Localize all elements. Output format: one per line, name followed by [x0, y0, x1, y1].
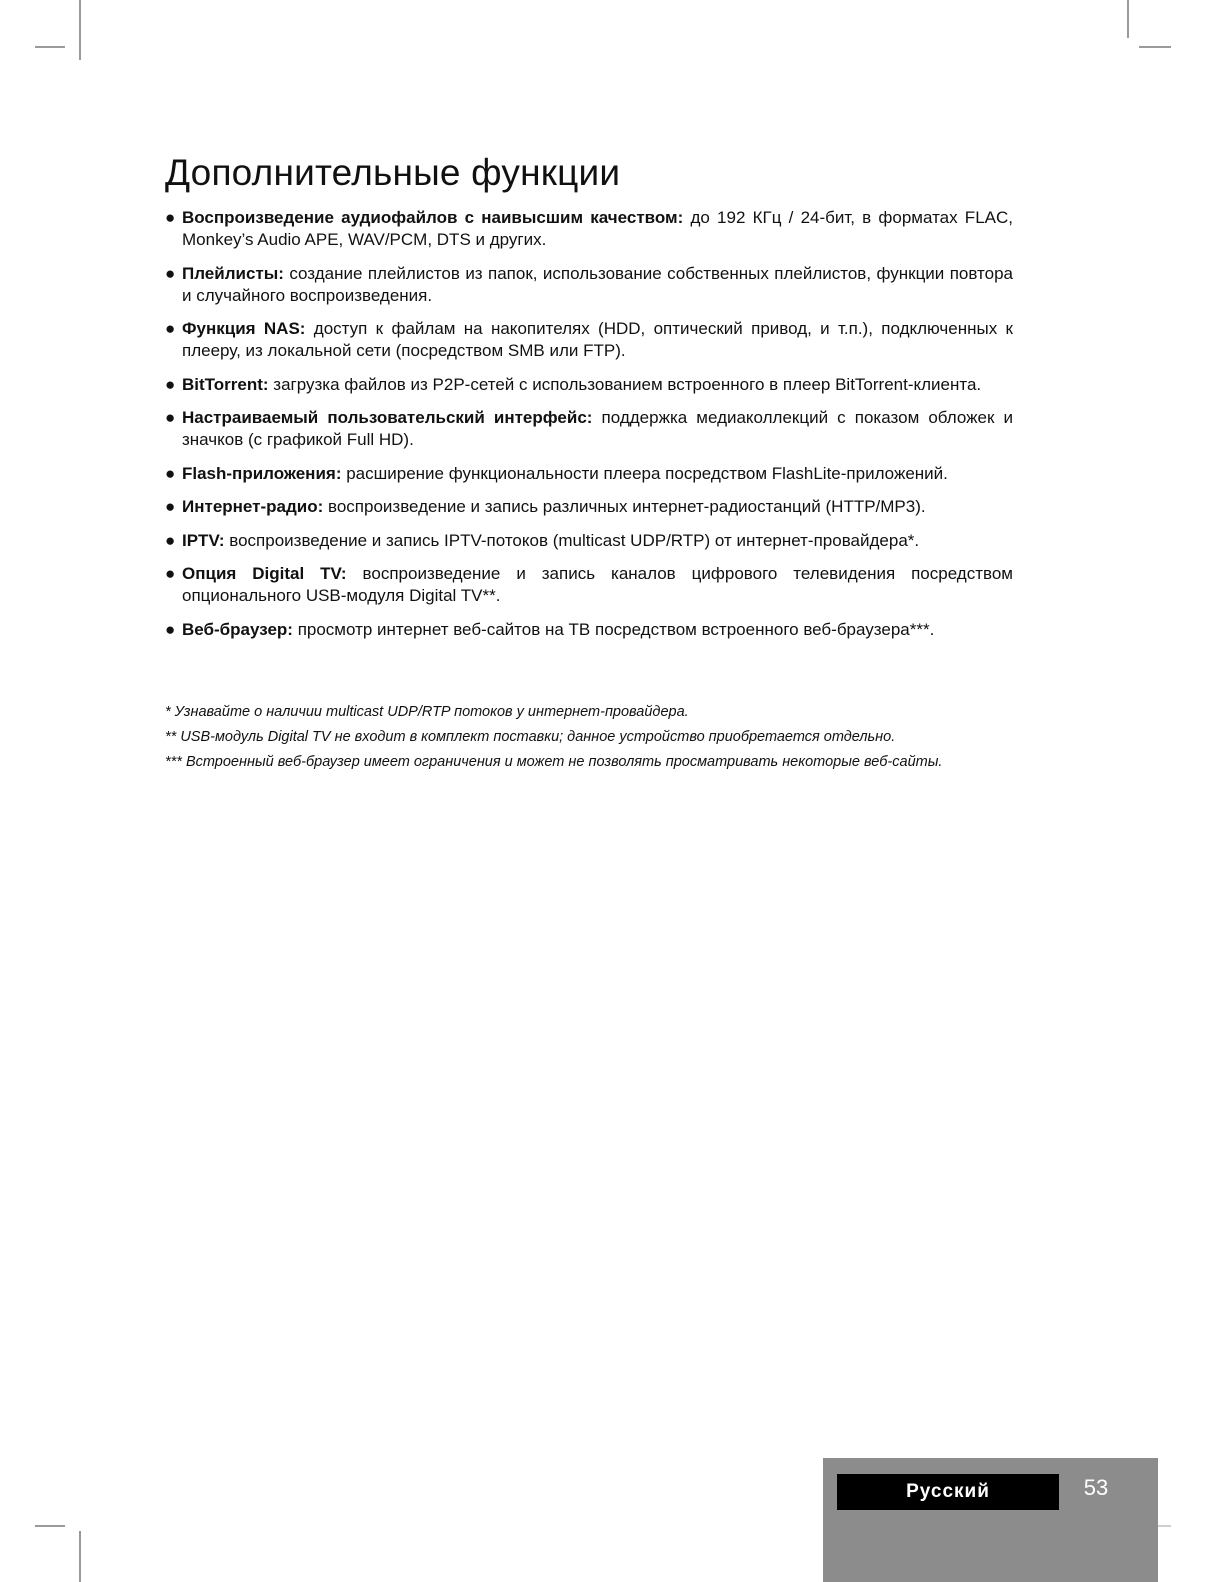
- bullet-icon: ●: [165, 208, 176, 227]
- footnotes: [165, 703, 1013, 778]
- list-item: [165, 207, 1013, 251]
- feature-text: поддержка медиаколлекций с показом обложек и значков (с графикой Full HD).: [182, 408, 1013, 449]
- feature-text: воспроизведение и запись IPTV-потоков (multicast UDP/RTP) от интернет-провайдера*.: [224, 530, 920, 550]
- feature-term: Воспроизведение аудиофайлов с наивысшим качеством:: [182, 208, 684, 227]
- feature-text: просмотр интернет веб-сайтов на ТВ посредством встроенного веб-браузера***.: [292, 619, 935, 639]
- list-item: [165, 318, 1013, 362]
- crop-mark: [79, 0, 81, 60]
- crop-mark: [1139, 46, 1171, 48]
- feature-text: до 192 КГц / 24-бит, в форматах FLAC, Monkey’s Audio APE, WAV/PCM, DTS и других.: [182, 208, 1013, 249]
- footnote: * Узнавайте о наличии multicast UDP/RTP потоков у интернет-провайдера.: [165, 704, 689, 720]
- bullet-icon: ●: [165, 619, 176, 639]
- bullet-icon: ●: [165, 408, 176, 427]
- feature-term: Плейлисты:: [182, 263, 284, 283]
- list-item: [165, 463, 1013, 485]
- feature-text: воспроизведение и запись каналов цифрового телевидения посредством опционального USB-модуля Digital TV**.: [182, 564, 1013, 605]
- list-item: [165, 374, 1013, 396]
- feature-text: расширение функциональности плеера посредством FlashLite-приложений.: [341, 463, 948, 483]
- page-footer: [823, 1458, 1158, 1582]
- feature-term: Flash-приложения:: [182, 463, 342, 483]
- feature-text: воспроизведение и запись различных интернет-радиостанций (HTTP/MP3).: [323, 497, 926, 516]
- crop-mark: [1127, 0, 1129, 38]
- feature-term: Веб-браузер:: [182, 619, 293, 639]
- feature-term: BitTorrent:: [182, 374, 269, 394]
- bullet-icon: ●: [165, 463, 176, 483]
- feature-term: Опция Digital TV:: [182, 564, 347, 583]
- bullet-icon: ●: [165, 319, 176, 338]
- feature-term: Функция NAS:: [182, 319, 306, 338]
- list-item: [165, 263, 1013, 307]
- feature-term: IPTV:: [182, 530, 225, 550]
- footnote: ** USB-модуль Digital TV не входит в комплект поставки; данное устройство приобретается отдельно.: [165, 729, 896, 745]
- language-label: Русский: [837, 1474, 1059, 1510]
- feature-term: Настраиваемый пользовательский интерфейс:: [182, 408, 593, 427]
- list-item: [165, 619, 1013, 641]
- feature-text: создание плейлистов из папок, использование собственных плейлистов, функции повтора и случайного воспроизведения.: [182, 263, 1013, 305]
- bullet-icon: ●: [165, 374, 176, 394]
- list-item: [165, 563, 1013, 607]
- page-number: 53: [1083, 1475, 1109, 1500]
- page-title: Дополнительные функции: [165, 152, 621, 193]
- feature-text: загрузка файлов из P2P-сетей с использованием встроенного в плеер BitTorrent-клиента.: [268, 374, 982, 394]
- crop-mark: [79, 1531, 81, 1582]
- list-item: [165, 496, 1013, 518]
- bullet-icon: ●: [165, 497, 176, 516]
- crop-mark: [35, 46, 65, 48]
- crop-mark: [35, 1525, 65, 1527]
- list-item: [165, 407, 1013, 451]
- list-item: [165, 530, 1013, 552]
- bullet-icon: ●: [165, 263, 176, 283]
- feature-list: [165, 207, 1013, 652]
- footnote: *** Встроенный веб-браузер имеет ограничения и может не позволять просматривать некоторые веб-сайты.: [165, 754, 943, 770]
- feature-term: Интернет-радио:: [182, 497, 324, 516]
- feature-text: доступ к файлам на накопителях (HDD, оптический привод, и т.п.), подключенных к плееру, из локальной сети (посредством SMB или FTP).: [182, 319, 1013, 360]
- bullet-icon: ●: [165, 564, 176, 583]
- bullet-icon: ●: [165, 530, 176, 550]
